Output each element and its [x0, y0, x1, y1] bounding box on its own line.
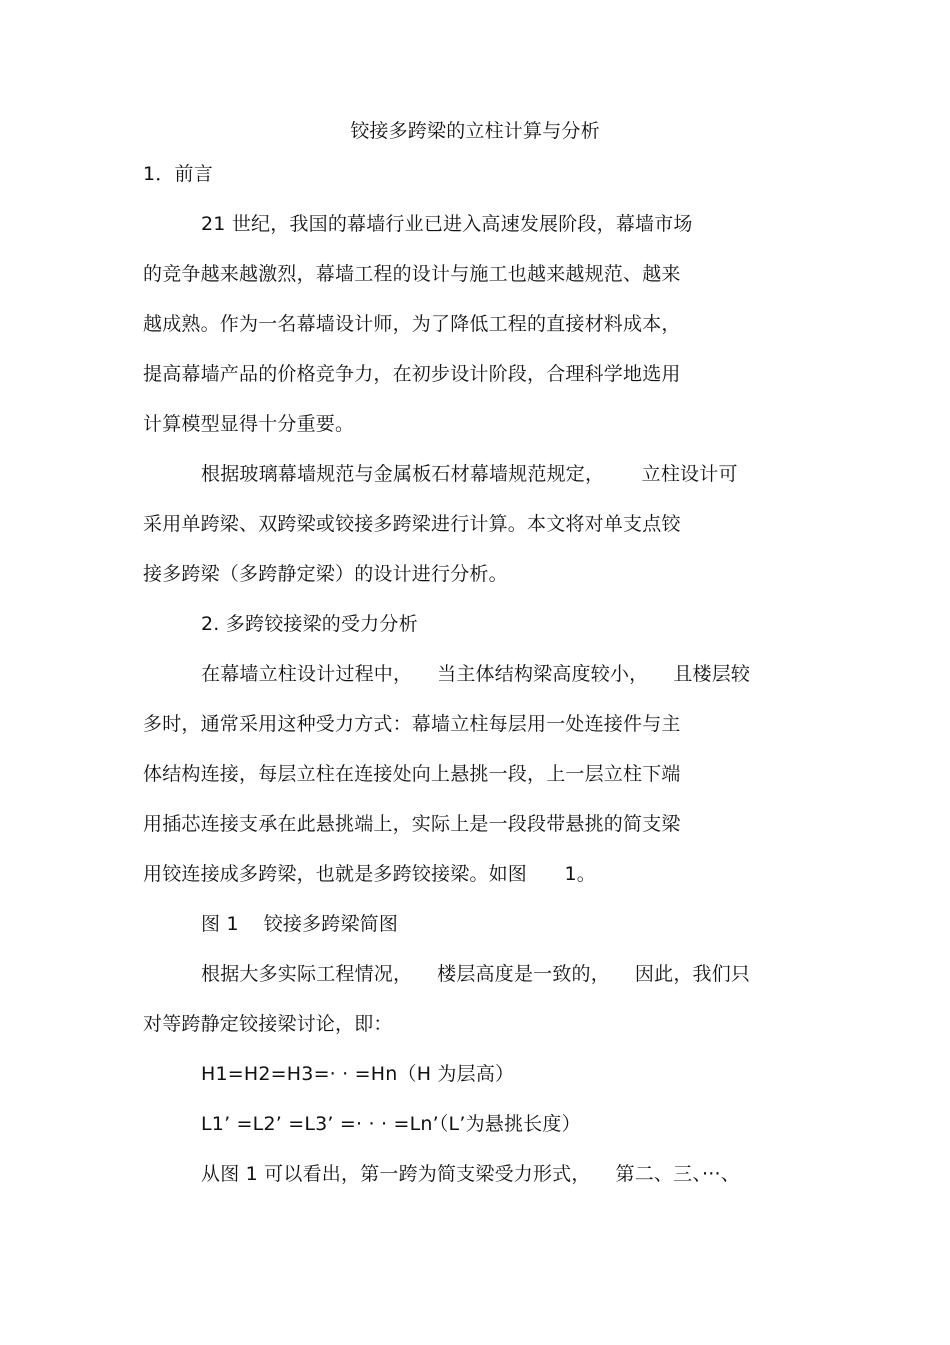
formula-cantilever-length: L1’ =L2’ =L3’ =· · · =Ln’（L’为悬挑长度） [201, 1113, 581, 1135]
text-line: 体结构连接，每层立柱在连接处向上悬挑一段，上一层立柱下端 [143, 763, 681, 785]
text-line: 的竞争越来越激烈，幕墙工程的设计与施工也越来越规范、越来 [143, 263, 681, 285]
text-line: 计算模型显得十分重要。 [143, 413, 355, 435]
text-line: 用插芯连接支承在此悬挑端上，实际上是一段段带悬挑的简支梁 [143, 813, 681, 835]
section-heading-analysis: 2. 多跨铰接梁的受力分析 [201, 613, 418, 635]
text-line: 接多跨梁（多跨静定梁）的设计进行分析。 [143, 563, 508, 585]
text-line: 根据大多实际工程情况， 楼层高度是一致的， 因此，我们只 [201, 963, 751, 985]
figure-caption: 图 1 铰接多跨梁简图 [201, 913, 399, 935]
text-line: 多时，通常采用这种受力方式：幕墙立柱每层用一处连接件与主 [143, 713, 681, 735]
text-line: 用铰连接成多跨梁，也就是多跨铰接梁。如图 1。 [143, 863, 596, 885]
section-heading-preface: 1．前言 [143, 163, 213, 185]
text-line: 提高幕墙产品的价格竞争力，在初步设计阶段，合理科学地选用 [143, 363, 681, 385]
text-line: 采用单跨梁、双跨梁或铰接多跨梁进行计算。本文将对单支点铰 [143, 513, 681, 535]
text-line: 21 世纪，我国的幕墙行业已进入高速发展阶段，幕墙市场 [201, 213, 693, 235]
text-line: 越成熟。作为一名幕墙设计师，为了降低工程的直接材料成本， [143, 313, 681, 335]
document-title: 铰接多跨梁的立柱计算与分析 [350, 120, 600, 142]
text-line: 在幕墙立柱设计过程中， 当主体结构梁高度较小， 且楼层较 [201, 663, 751, 685]
formula-story-height: H1=H2=H3=· · =Hn（H 为层高） [201, 1063, 515, 1085]
text-line: 根据玻璃幕墙规范与金属板石材幕墙规范规定， 立柱设计可 [201, 463, 738, 485]
text-line: 从图 1 可以看出，第一跨为简支梁受力形式， 第二、三、···、 [201, 1163, 740, 1185]
text-line: 对等跨静定铰接梁讨论，即： [143, 1013, 393, 1035]
